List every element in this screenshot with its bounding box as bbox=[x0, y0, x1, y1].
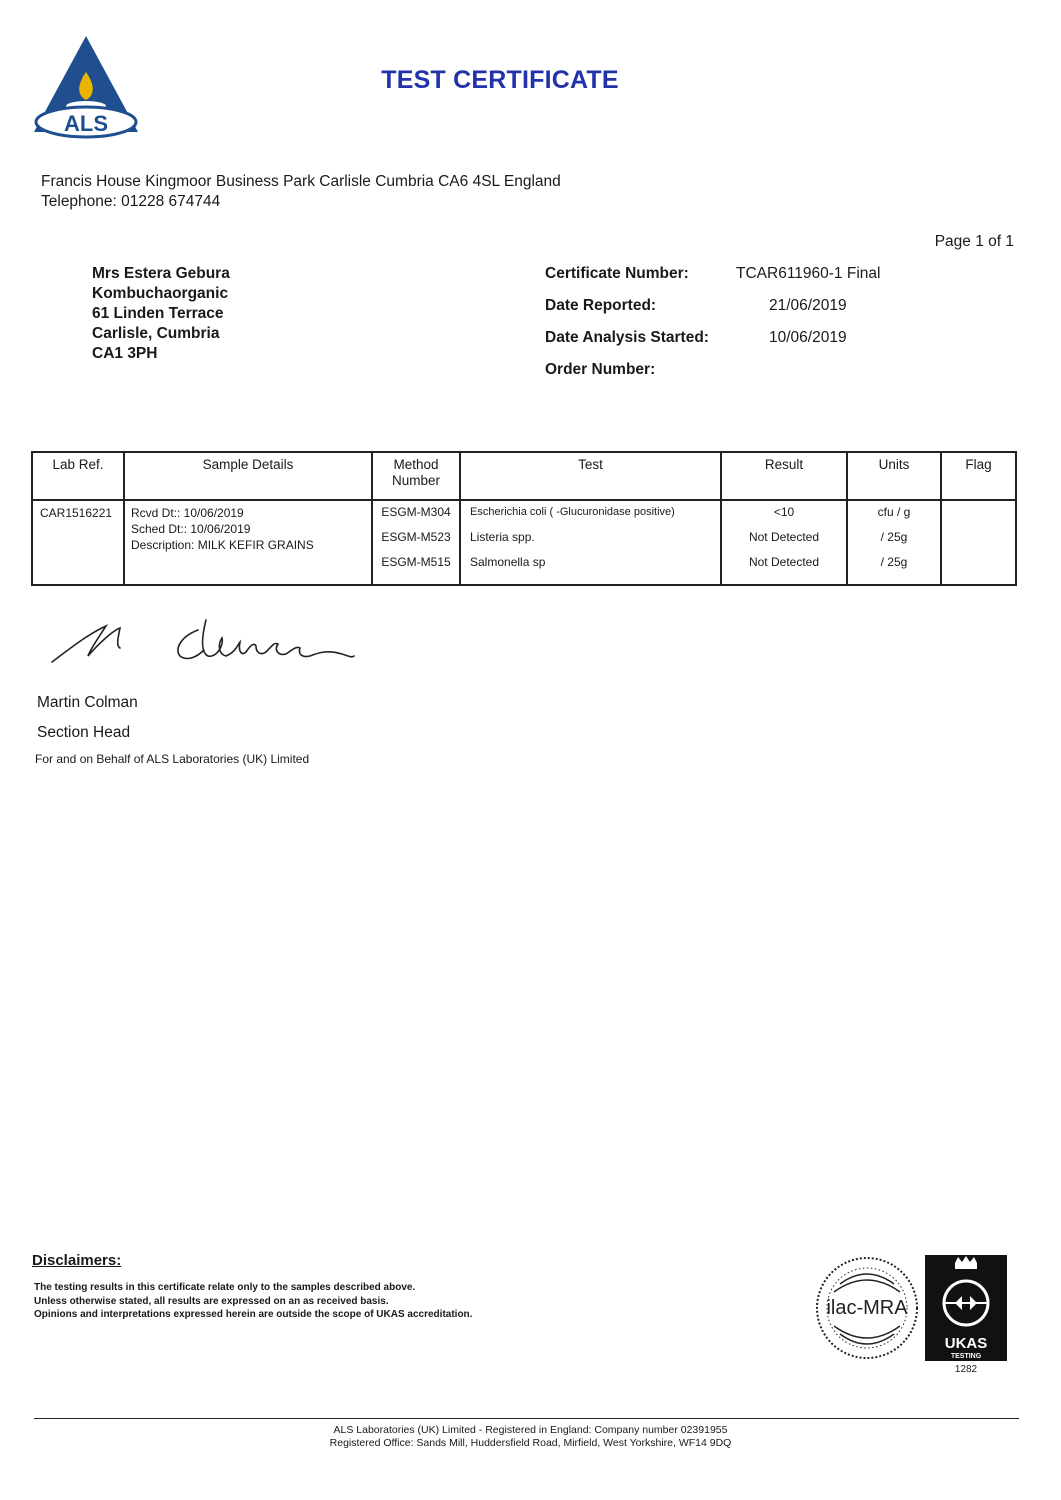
units-value: cfu / g bbox=[877, 505, 911, 519]
test-value: Listeria spp. bbox=[470, 530, 535, 544]
table-row bbox=[32, 500, 1016, 585]
sample-details-cell bbox=[124, 500, 372, 585]
handwritten-signature bbox=[48, 612, 368, 682]
col-sample-details: Sample Details bbox=[124, 452, 372, 500]
signer-role: Section Head bbox=[37, 724, 131, 741]
units-cell bbox=[847, 500, 941, 585]
result-value: Not Detected bbox=[748, 555, 820, 569]
disclaimer-line: The testing results in this certificate relate only to the samples described above. bbox=[34, 1282, 416, 1293]
footer-company: ALS Laboratories (UK) Limited - Registered in England: Company number 02391955 bbox=[333, 1424, 728, 1436]
disclaimers-title: Disclaimers: bbox=[32, 1252, 122, 1269]
ukas-number: 1282 bbox=[954, 1364, 978, 1375]
lab-ref-cell: CAR1516221 bbox=[32, 500, 124, 585]
result-value: <10 bbox=[773, 505, 795, 519]
result-value: Not Detected bbox=[748, 530, 820, 544]
ukas-text: UKAS bbox=[944, 1335, 988, 1352]
on-behalf-text: For and on Behalf of ALS Laboratories (UK) Limited bbox=[35, 752, 310, 766]
flag-cell bbox=[941, 500, 1016, 585]
method-value: ESGM-M523 bbox=[381, 530, 451, 544]
method-value: ESGM-M515 bbox=[381, 555, 451, 569]
client-name: Mrs Estera Gebura bbox=[92, 265, 230, 282]
footer-divider bbox=[34, 1418, 1019, 1419]
client-street: 61 Linden Terrace bbox=[92, 305, 224, 322]
date-reported-value: 21/06/2019 bbox=[769, 297, 847, 314]
client-postcode: CA1 3PH bbox=[92, 345, 158, 362]
certificate-number-value: TCAR611960-1 Final bbox=[736, 265, 881, 282]
col-units: Units bbox=[847, 452, 941, 500]
results-table bbox=[31, 451, 1017, 586]
client-city: Carlisle, Cumbria bbox=[92, 325, 220, 342]
page-number: Page 1 of 1 bbox=[934, 233, 1014, 250]
footer-office: Registered Office: Sands Mill, Huddersfield Road, Mirfield, West Yorkshire, WF14 9DQ bbox=[329, 1437, 732, 1449]
lab-address: Francis House Kingmoor Business Park Carlisle Cumbria CA6 4SL England bbox=[41, 173, 561, 190]
col-result: Result bbox=[721, 452, 847, 500]
col-flag: Flag bbox=[941, 452, 1016, 500]
ilac-text: ilac-MRA bbox=[826, 1297, 908, 1319]
result-cell bbox=[721, 500, 847, 585]
test-value: Salmonella sp bbox=[470, 555, 546, 569]
page-title: TEST CERTIFICATE bbox=[381, 66, 619, 94]
col-test: Test bbox=[460, 452, 721, 500]
certificate-number-label: Certificate Number: bbox=[545, 265, 689, 282]
date-reported-label: Date Reported: bbox=[545, 297, 657, 314]
signer-name: Martin Colman bbox=[37, 694, 138, 711]
table-header-row bbox=[32, 452, 1016, 500]
ilac-mra-logo bbox=[814, 1254, 920, 1362]
scheduled-date: Sched Dt:: 10/06/2019 bbox=[131, 522, 251, 536]
client-company: Kombuchaorganic bbox=[92, 285, 229, 302]
date-started-value: 10/06/2019 bbox=[769, 329, 847, 346]
date-started-label: Date Analysis Started: bbox=[545, 329, 709, 346]
units-value: / 25g bbox=[880, 530, 908, 544]
col-lab-ref: Lab Ref. bbox=[32, 452, 124, 500]
ukas-sub: TESTING bbox=[950, 1353, 982, 1360]
sample-description: Description: MILK KEFIR GRAINS bbox=[131, 538, 314, 552]
method-value: ESGM-M304 bbox=[381, 505, 451, 519]
disclaimer-line: Opinions and interpretations expressed herein are outside the scope of UKAS accreditation. bbox=[34, 1309, 473, 1320]
lab-telephone: Telephone: 01228 674744 bbox=[41, 193, 221, 210]
logo-text: ALS bbox=[64, 111, 108, 136]
ukas-logo bbox=[925, 1255, 1007, 1361]
col-method-number: Method Number bbox=[372, 452, 460, 500]
disclaimer-line: Unless otherwise stated, all results are expressed on an as received basis. bbox=[34, 1296, 389, 1307]
test-value: Escherichia coli ( -Glucuronidase positive) bbox=[470, 506, 675, 518]
units-value: / 25g bbox=[880, 555, 908, 569]
test-cell bbox=[460, 500, 721, 585]
order-number-label: Order Number: bbox=[545, 361, 656, 378]
received-date: Rcvd Dt:: 10/06/2019 bbox=[131, 506, 244, 520]
method-cell bbox=[372, 500, 460, 585]
